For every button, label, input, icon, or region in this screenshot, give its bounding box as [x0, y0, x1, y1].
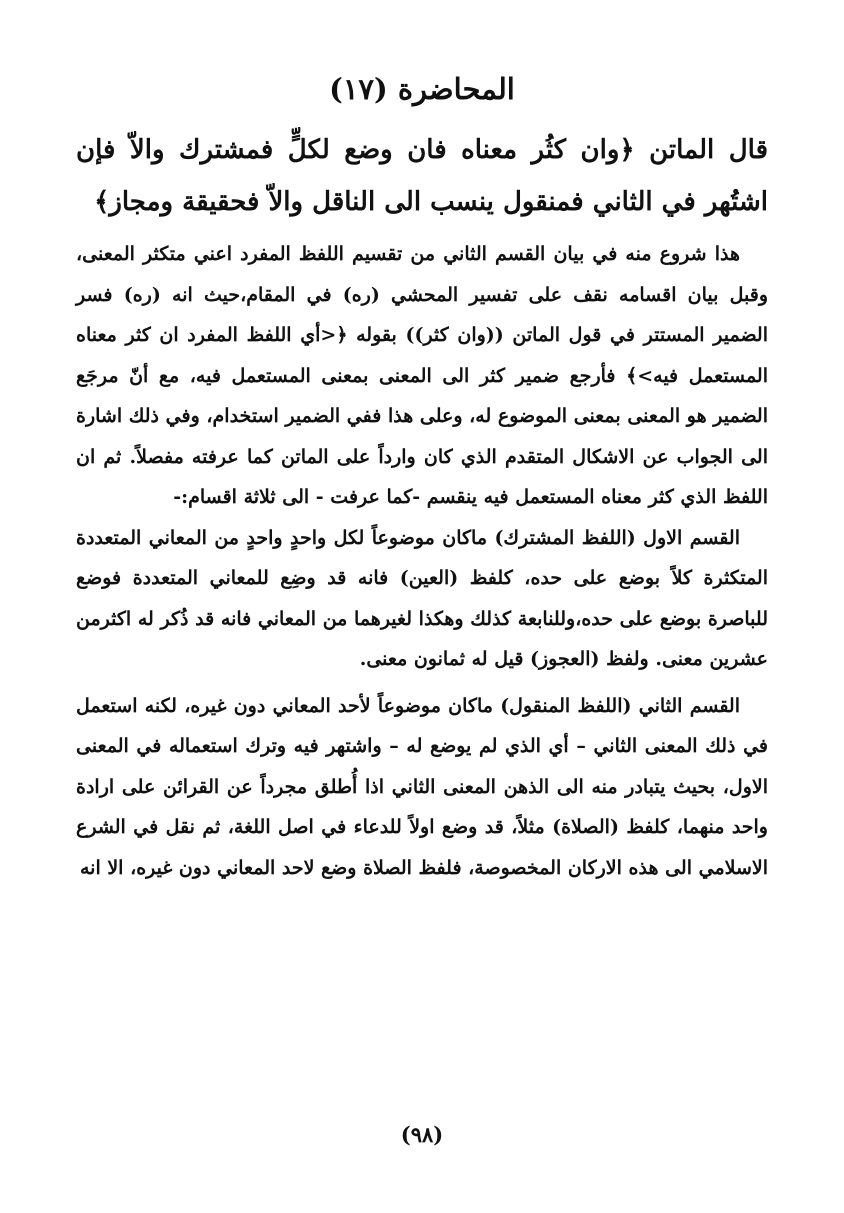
lecture-title: المحاضرة (١٧)	[329, 72, 515, 106]
matn-quote: قال الماتن ﴿وان كثُر معناه فان وضع لكلٍّ فمشترك والاّ فإن اشتُهر في الثاني فمنقول ينسب الى الناقل والاّ فحقيقة ومجاز﴾	[76, 135, 768, 217]
paragraph-second-section: القسم الثاني (اللفظ المنقول) ماكان موضوعاً لأحد المعاني دون غيره، لكنه استعمل في ذلك المعنى الثاني – أي الذي لم يوضع له – واشتهر فيه وترك استعماله في المعنى الاول، بحيث يتبادر منه الى الذهن المعنى الثاني اذا أُطلق مجرداً عن القرائن على ارادة واحد منهما، كلفظ (الصلاة) مثلاً، قد وضع اولاً للدعاء في اصل اللغة، ثم نقل في الشرع الاسلامي الى هذه الاركان المخصوصة، فلفظ الصلاة وضع لاحد المعاني دون غيره، الا انه	[76, 694, 768, 879]
paragraph-first-section: القسم الاول (اللفظ المشترك) ماكان موضوعاً لكل واحدٍ واحدٍ من المعاني المتعددة المتكثرة كلاً بوضع على حده، كلفظ (العين) فانه قد وضِع للمعاني المتعددة فوضع للباصرة بوضع على حده،وللنابعة كذلك وهكذا لغيرهما من المعاني فانه قد ذُكر له اكثرمن عشرين معنى. ولفظ (العجوز) قيل له ثمانون معنى.	[76, 526, 768, 670]
paragraph-commentary: هذا شروع منه في بيان القسم الثاني من تقسيم اللفظ المفرد اعني متكثر المعنى، وقبل بيان اقسامه نقف على تفسير المحشي (ره) في المقام،حيث انه (ره) فسر الضمير المستتر في قول الماتن ((وان كثر)) بقوله ﴿<أي اللفظ المفرد ان كثر معناه المستعمل فيه>﴾ فأرجع ضمير كثر الى المعنى بمعنى المستعمل فيه، مع أنّ مرجَع الضمير هو المعنى بمعنى الموضوع له، وعلى هذا ففي الضمير استخدام، وفي ذلك اشارة الى الجواب عن الاشكال المتقدم الذي كان وارداً على الماتن كما عرفته مفصلاً. ثم ان اللفظ الذي كثر معناه المستعمل فيه ينقسم -كما عرفت - الى ثلاثة اقسام:-	[76, 243, 768, 508]
page-number: (٩٨)	[400, 1122, 444, 1147]
